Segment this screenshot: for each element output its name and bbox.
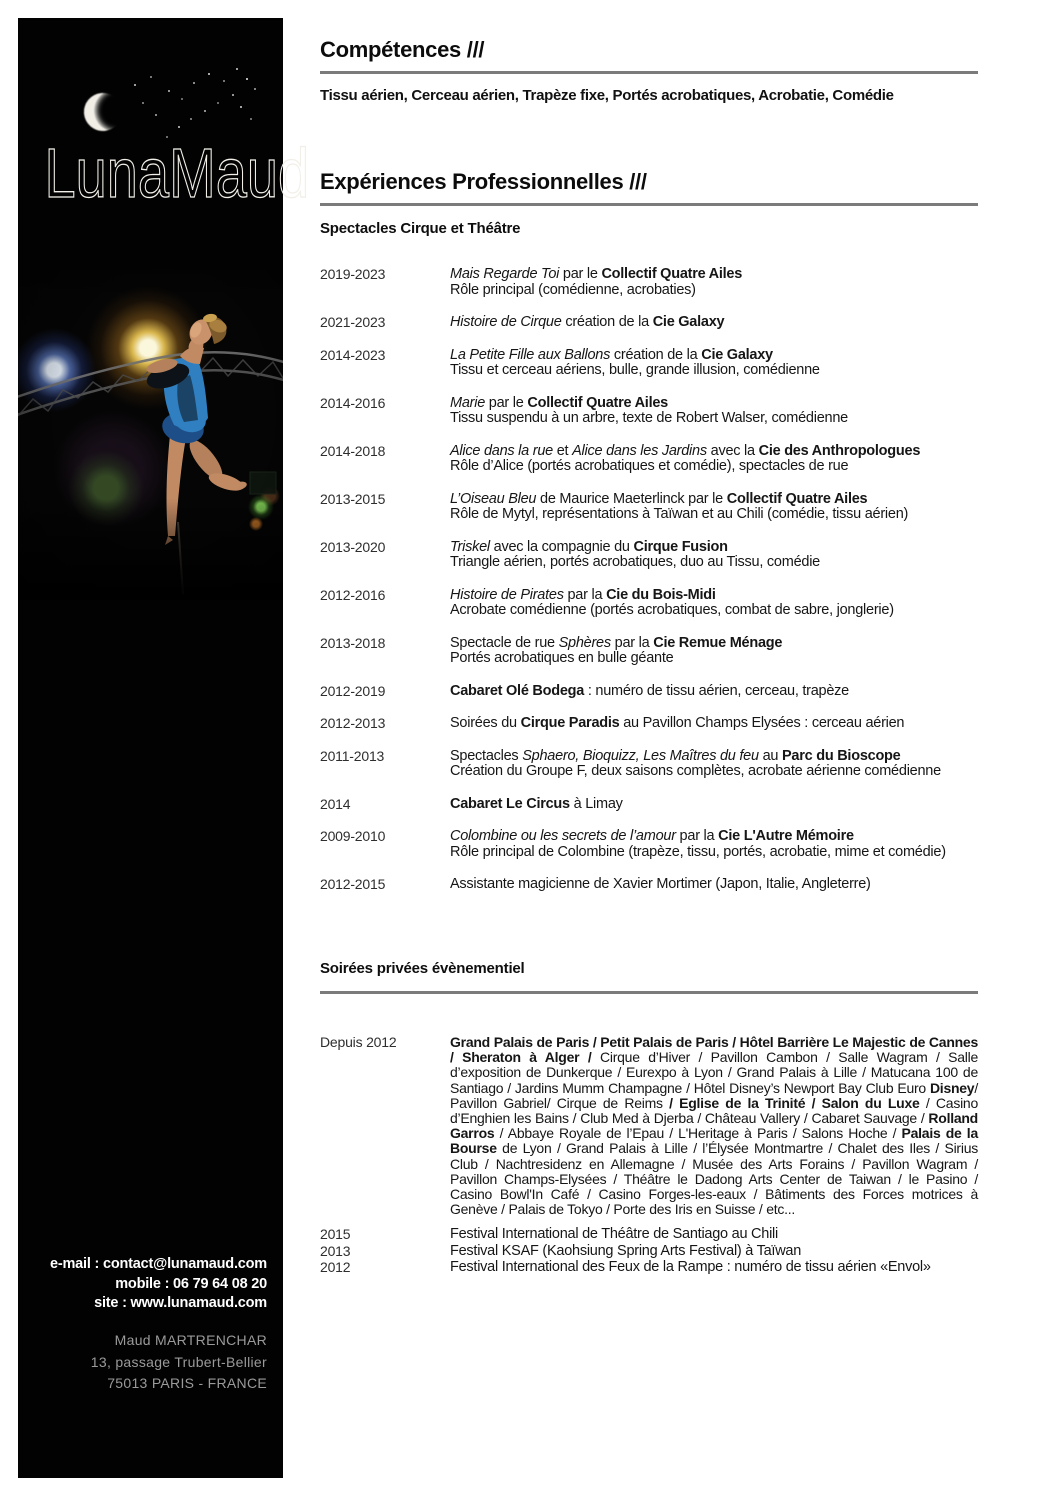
entry-years: 2012-2013 (320, 715, 386, 731)
entry-years: 2014-2016 (320, 394, 386, 411)
experiences-title: Expériences Professionnelles /// (320, 169, 647, 194)
entry-line (450, 588, 978, 604)
performer-figure (144, 313, 248, 594)
text-segment: Colombine ou les secrets de l’amour (450, 828, 676, 844)
experience-entry (320, 684, 978, 700)
entry-line (450, 716, 978, 732)
entry-line (450, 396, 978, 412)
experience-entry (320, 348, 978, 379)
entry-line (450, 444, 978, 460)
entry-description (450, 829, 978, 860)
entry-line (450, 603, 978, 619)
address-block (91, 1330, 267, 1395)
text-segment: Cie du Bois-Midi (606, 586, 716, 603)
entry-years: 2012-2015 (320, 876, 386, 892)
text-segment: Cirque d’Hiver / Pavillon Cambon / Salle Wagram / Salle d’exposition de Dunkerque / Eurexpo à Lyon / Grand Palais à Lille / Matucana 100 de Santiago / Jardins Mumm Champagne / Hôtel Disney’s Newport Bay Club Euro (450, 1049, 978, 1096)
text-segment: Grand Palais de Paris / Petit Palais de Paris / Hôtel Barrière Le Majestic de Cannes / Sheraton à Alger / (450, 1034, 978, 1066)
text-segment: par la (610, 634, 654, 651)
text-segment: / Pavillon Gabriel/ Cirque de Reims (450, 1079, 978, 1111)
performer-photo-illustration (18, 260, 283, 600)
text-segment: Alice dans les Jardins (572, 442, 707, 459)
text-segment: Cirque Fusion (633, 538, 728, 555)
text-segment: au Pavillon Champs Elysées : cerceau aérien (619, 715, 905, 731)
subsection-title-spectacles: Spectacles Cirque et Théâtre (320, 220, 521, 237)
experience-entry (320, 877, 978, 893)
experience-entry (320, 797, 978, 813)
skills-line: Tissu aérien, Cerceau aérien, Trapèze fixe, Portés acrobatiques, Acrobatie, Comédie (320, 87, 894, 104)
text-segment: avec la compagnie du (489, 538, 634, 555)
text-segment: Cie Galaxy (652, 314, 725, 330)
text-segment: Cabaret Olé Bodega (450, 682, 585, 699)
entry-line (450, 267, 978, 283)
entry-line (450, 1260, 978, 1276)
entry-description (450, 267, 978, 298)
entry-description (450, 716, 978, 732)
text-segment: Assistante magicienne de Xavier Mortimer (Japon, Italie, Angleterre) (450, 876, 871, 892)
entry-description (450, 315, 978, 331)
entry-years: 2012-2019 (320, 682, 386, 699)
text-segment: par la (563, 586, 607, 603)
text-segment: au (758, 747, 782, 764)
text-segment: par le (559, 266, 602, 282)
entry-description (450, 588, 978, 619)
text-segment: Festival KSAF (Kaohsiung Spring Arts Festival) à Taïwan (450, 1242, 802, 1259)
entries-list-spectacles (320, 267, 978, 893)
entry-description (450, 797, 978, 813)
entry-description (450, 1227, 978, 1243)
text-segment: Acrobate comédienne (portés acrobatiques, combat de sabre, jonglerie) (450, 602, 894, 618)
contact-email: e-mail : contact@lunamaud.com (49, 1256, 267, 1272)
entry-years: 2019-2023 (320, 266, 386, 282)
entry-line (450, 684, 978, 700)
experience-entry (320, 716, 978, 732)
text-segment: Alice dans la rue (450, 442, 553, 459)
experience-entry (320, 396, 978, 427)
experience-entry (320, 829, 978, 860)
entry-description (450, 636, 978, 667)
text-segment: et (552, 442, 573, 459)
text-segment: Création du Groupe F, deux saisons complètes, acrobate aérienne comédienne (450, 763, 941, 779)
entry-line (450, 877, 978, 893)
entry-line (450, 749, 978, 765)
text-segment: L’Oiseau Bleu (450, 490, 537, 507)
text-segment: Histoire de Cirque (450, 314, 562, 330)
experience-entry (320, 540, 978, 571)
entry-line (450, 315, 978, 331)
text-segment: Cie des Anthropologues (758, 442, 921, 459)
entry-line (450, 459, 978, 475)
text-segment: Cie Remue Ménage (653, 634, 783, 651)
text-segment: Disney (929, 1079, 975, 1096)
entry-line (450, 845, 978, 861)
entry-line (450, 651, 978, 667)
entry-years: 2012-2016 (320, 586, 386, 603)
entry-years: 2009-2010 (320, 828, 386, 844)
entry-years: 2013-2018 (320, 634, 386, 651)
text-segment: Collectif Quatre Ailes (527, 394, 668, 411)
entry-description (450, 540, 978, 571)
experience-entry (320, 1035, 978, 1217)
text-segment: Mais Regarde Toi (450, 266, 560, 282)
entry-line (450, 1227, 978, 1243)
text-segment: / Abbaye Royale de l’Epau / L'Heritage à Paris / Salons Hoche / (494, 1125, 902, 1142)
entry-years: 2014-2023 (320, 346, 386, 363)
entry-years: Depuis 2012 (320, 1034, 397, 1050)
section-competences (320, 38, 978, 105)
stage-equipment (250, 472, 276, 494)
entry-line (450, 348, 978, 364)
text-segment: création de la (610, 346, 702, 363)
text-segment: / Eglise de la Trinité / Salon du Luxe (669, 1094, 920, 1111)
text-segment: Triangle aérien, portés acrobatiques, duo au Tissu, comédie (450, 554, 820, 570)
entry-description (450, 1260, 978, 1276)
entry-line (450, 507, 978, 523)
text-segment: Histoire de Pirates (450, 586, 564, 603)
text-segment: Rôle d’Alice (portés acrobatiques et comédie), spectacles de rue (450, 458, 849, 474)
entry-years: 2013-2020 (320, 538, 386, 555)
text-segment: Festival International des Feux de la Rampe : numéro de tissu aérien «Envol» (450, 1259, 931, 1276)
divider-rule (320, 71, 978, 74)
logo-text: LunaMaud (44, 134, 310, 212)
entry-line (450, 764, 978, 780)
entry-line (450, 540, 978, 556)
experience-entry (320, 1260, 978, 1276)
city-address: 75013 PARIS - FRANCE (107, 1375, 267, 1391)
text-segment: de Lyon / Grand Palais à Lille / l’Élysée Montmartre / Chalet des Iles / Sirius Club / Nachtresidenz en Allemagne / Musée des Arts Forains / Pavillon Wagram / Pavillon Champs-Elysées / Théâtre le Dadong Arts Center de Taiwan / le Pasino / Casino Bowl'In Café / Casino Forges-les-eaux / Bâtiments des Forces motrices à Genève / Palais de Tokyo / Porte des Iris en Suisse / etc... (450, 1140, 978, 1218)
entry-description (450, 877, 978, 893)
entry-description (450, 396, 978, 427)
entry-line (450, 363, 978, 379)
entry-years: 2013 (320, 1242, 351, 1259)
section-soirees (320, 960, 978, 1277)
entry-description (450, 684, 978, 700)
sidebar (18, 18, 310, 1478)
section-experiences (320, 170, 978, 910)
experience-entry (320, 1244, 978, 1260)
experience-entry (320, 492, 978, 523)
text-segment: Spectacle de rue (450, 634, 559, 651)
entry-line (450, 555, 978, 571)
text-segment: / Casino d’Enghien les Bains / Club Med à Djerba / Château Vallery / Cabaret Sauvage / (450, 1094, 979, 1127)
text-segment: Collectif Quatre Ailes (726, 490, 868, 507)
text-segment: Parc du Bioscope (782, 747, 901, 764)
entry-years: 2014-2018 (320, 442, 386, 459)
text-segment: Cirque Paradis (520, 715, 620, 731)
crescent-moon-icon (79, 88, 127, 136)
entry-description (450, 444, 978, 475)
experience-entry (320, 749, 978, 780)
text-segment: avec la (706, 442, 759, 459)
entry-description (450, 1244, 978, 1260)
street-address: 13, passage Trubert-Bellier (90, 1353, 267, 1370)
text-segment: Festival International de Théâtre de Santiago au Chili (450, 1226, 779, 1243)
text-segment: par la (675, 828, 719, 844)
experience-entry (320, 444, 978, 475)
entry-line (450, 411, 978, 427)
entry-years: 2011-2013 (320, 747, 385, 764)
stars-decoration (18, 18, 20, 20)
entry-line (450, 636, 978, 652)
entry-years: 2014 (320, 795, 351, 812)
entry-line (450, 492, 978, 508)
person-name: Maud MARTRENCHAR (114, 1332, 267, 1348)
entry-description (450, 1035, 978, 1217)
performer-photo (18, 260, 283, 600)
text-segment: Rôle de Mytyl, représentations à Taïwan et au Chili (comédie, tissu aérien) (450, 506, 909, 522)
divider-rule (320, 991, 978, 994)
competences-title: Compétences /// (320, 37, 485, 62)
text-segment: Sphères (558, 634, 611, 651)
experience-entry (320, 588, 978, 619)
text-segment: Collectif Quatre Ailes (601, 266, 743, 282)
text-segment: Cie L'Autre Mémoire (718, 828, 854, 844)
text-segment: Cabaret Le Circus (450, 795, 570, 812)
entry-description (450, 492, 978, 523)
entry-line (450, 1035, 978, 1217)
contact-block (50, 1255, 267, 1314)
divider-rule (320, 203, 978, 206)
contact-site: site : www.lunamaud.com (94, 1295, 267, 1311)
text-segment: Spectacles (450, 747, 523, 764)
entry-line (450, 283, 978, 299)
text-segment: Soirées du (450, 715, 521, 731)
text-segment: création de la (561, 314, 653, 330)
experience-entry (320, 315, 978, 331)
text-segment: La Petite Fille aux Ballons (450, 346, 611, 363)
text-segment: par le (485, 394, 528, 411)
entry-years: 2021-2023 (320, 314, 386, 330)
entries-list-soirees (320, 1035, 978, 1276)
text-segment: de Maurice Maeterlinck par le (536, 490, 727, 507)
text-segment: Rôle principal de Colombine (trapèze, tissu, portés, acrobatie, mime et comédie) (450, 843, 946, 860)
text-segment: Tissu et cerceau aériens, bulle, grande illusion, comédienne (450, 362, 820, 378)
text-segment: à Limay (569, 795, 623, 812)
logo (18, 18, 310, 260)
text-segment: Cie Galaxy (701, 346, 773, 363)
text-segment: Palais de la Bourse (450, 1125, 978, 1157)
text-segment: Triskel (450, 538, 490, 555)
text-segment: Rolland Garros (450, 1110, 978, 1142)
experience-entry (320, 1227, 978, 1243)
text-segment: Sphaero, Bioquizz, Les Maîtres du feu (522, 747, 759, 764)
entry-years: 2013-2015 (320, 490, 386, 507)
text-segment: Marie (450, 394, 486, 411)
subsection-title-soirees: Soirées privées évènementiel (320, 960, 525, 977)
entry-description (450, 749, 978, 780)
entry-description (450, 348, 978, 379)
experience-entry (320, 636, 978, 667)
text-segment: Portés acrobatiques en bulle géante (450, 650, 674, 666)
entry-line (450, 797, 978, 813)
text-segment: : numéro de tissu aérien, cerceau, trapèze (584, 682, 849, 699)
contact-mobile: mobile : 06 79 64 08 20 (115, 1275, 267, 1292)
experience-entry (320, 267, 978, 298)
text-segment: Rôle principal (comédienne, acrobaties) (450, 281, 696, 298)
entry-years: 2012 (320, 1259, 351, 1276)
text-segment: Tissu suspendu à un arbre, texte de Robert Walser, comédienne (450, 410, 848, 426)
entry-years: 2015 (320, 1226, 351, 1243)
entry-line (450, 829, 978, 845)
entry-line (450, 1244, 978, 1260)
